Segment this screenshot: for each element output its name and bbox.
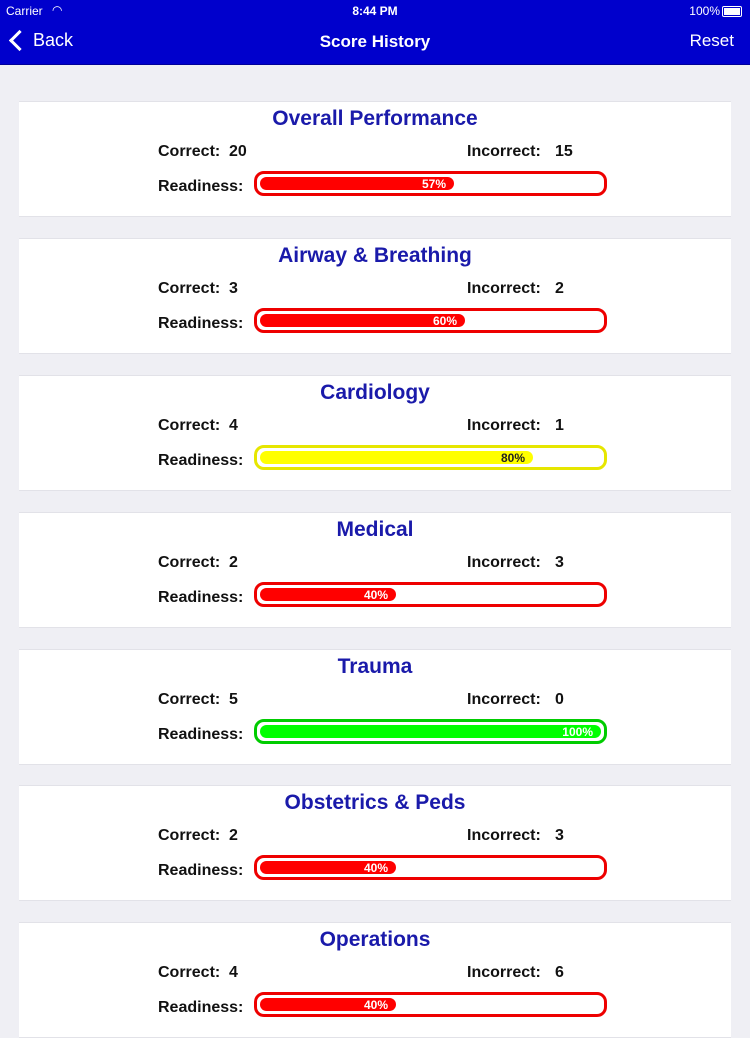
readiness-fill: 40% bbox=[260, 998, 396, 1011]
incorrect-value: 3 bbox=[555, 554, 564, 571]
card-title: Cardiology bbox=[320, 381, 430, 404]
readiness-bar bbox=[254, 719, 607, 744]
score-card bbox=[19, 238, 731, 354]
readiness-label: Readiness: bbox=[158, 589, 244, 606]
correct-value: 2 bbox=[229, 827, 238, 844]
readiness-label: Readiness: bbox=[158, 452, 244, 469]
readiness-bar bbox=[254, 308, 607, 333]
card-title: Overall Performance bbox=[272, 107, 478, 130]
correct-value: 3 bbox=[229, 280, 238, 297]
score-card bbox=[19, 922, 731, 1038]
wifi-icon: ◠ bbox=[52, 3, 63, 17]
correct-label: Correct: bbox=[158, 280, 221, 297]
incorrect-value: 3 bbox=[555, 827, 564, 844]
readiness-label: Readiness: bbox=[158, 862, 244, 879]
battery-percentage: 100% bbox=[689, 4, 720, 18]
incorrect-label: Incorrect: bbox=[467, 417, 541, 434]
carrier-label: Carrier bbox=[6, 4, 43, 18]
incorrect-label: Incorrect: bbox=[467, 554, 541, 571]
readiness-label: Readiness: bbox=[158, 726, 244, 743]
readiness-bar bbox=[254, 445, 607, 470]
correct-value: 5 bbox=[229, 691, 238, 708]
correct-label: Correct: bbox=[158, 964, 221, 981]
readiness-label: Readiness: bbox=[158, 999, 244, 1016]
readiness-bar bbox=[254, 992, 607, 1017]
card-title: Trauma bbox=[337, 655, 413, 678]
navigation-bar bbox=[0, 22, 750, 65]
reset-button[interactable]: Reset bbox=[689, 31, 734, 50]
clock: 8:44 PM bbox=[352, 4, 398, 18]
incorrect-value: 6 bbox=[555, 964, 564, 981]
correct-value: 4 bbox=[229, 964, 238, 981]
correct-label: Correct: bbox=[158, 143, 221, 160]
correct-label: Correct: bbox=[158, 554, 221, 571]
score-card bbox=[19, 785, 731, 901]
readiness-bar bbox=[254, 171, 607, 196]
incorrect-label: Incorrect: bbox=[467, 691, 541, 708]
incorrect-value: 15 bbox=[555, 143, 573, 160]
incorrect-label: Incorrect: bbox=[467, 143, 541, 160]
status-bar bbox=[0, 0, 750, 22]
score-card bbox=[19, 649, 731, 765]
readiness-fill: 100% bbox=[260, 725, 601, 738]
correct-value: 2 bbox=[229, 554, 238, 571]
correct-value: 20 bbox=[229, 143, 247, 160]
card-title: Airway & Breathing bbox=[278, 244, 472, 267]
readiness-bar bbox=[254, 582, 607, 607]
readiness-fill: 40% bbox=[260, 588, 396, 601]
card-title: Medical bbox=[336, 518, 414, 541]
incorrect-label: Incorrect: bbox=[467, 280, 541, 297]
battery-icon bbox=[722, 6, 742, 17]
readiness-fill: 80% bbox=[260, 451, 533, 464]
back-button-label: Back bbox=[33, 30, 74, 50]
readiness-fill: 40% bbox=[260, 861, 396, 874]
readiness-bar bbox=[254, 855, 607, 880]
correct-label: Correct: bbox=[158, 417, 221, 434]
card-title: Operations bbox=[319, 928, 431, 951]
readiness-fill: 60% bbox=[260, 314, 465, 327]
card-title: Obstetrics & Peds bbox=[284, 791, 466, 814]
incorrect-value: 2 bbox=[555, 280, 564, 297]
score-card bbox=[19, 375, 731, 491]
score-card bbox=[19, 101, 731, 217]
readiness-label: Readiness: bbox=[158, 178, 244, 195]
readiness-label: Readiness: bbox=[158, 315, 244, 332]
incorrect-label: Incorrect: bbox=[467, 964, 541, 981]
incorrect-value: 0 bbox=[555, 691, 564, 708]
score-card bbox=[19, 512, 731, 628]
readiness-fill: 57% bbox=[260, 177, 454, 190]
incorrect-value: 1 bbox=[555, 417, 564, 434]
incorrect-label: Incorrect: bbox=[467, 827, 541, 844]
page-title: Score History bbox=[319, 32, 431, 51]
correct-label: Correct: bbox=[158, 827, 221, 844]
correct-value: 4 bbox=[229, 417, 238, 434]
correct-label: Correct: bbox=[158, 691, 221, 708]
